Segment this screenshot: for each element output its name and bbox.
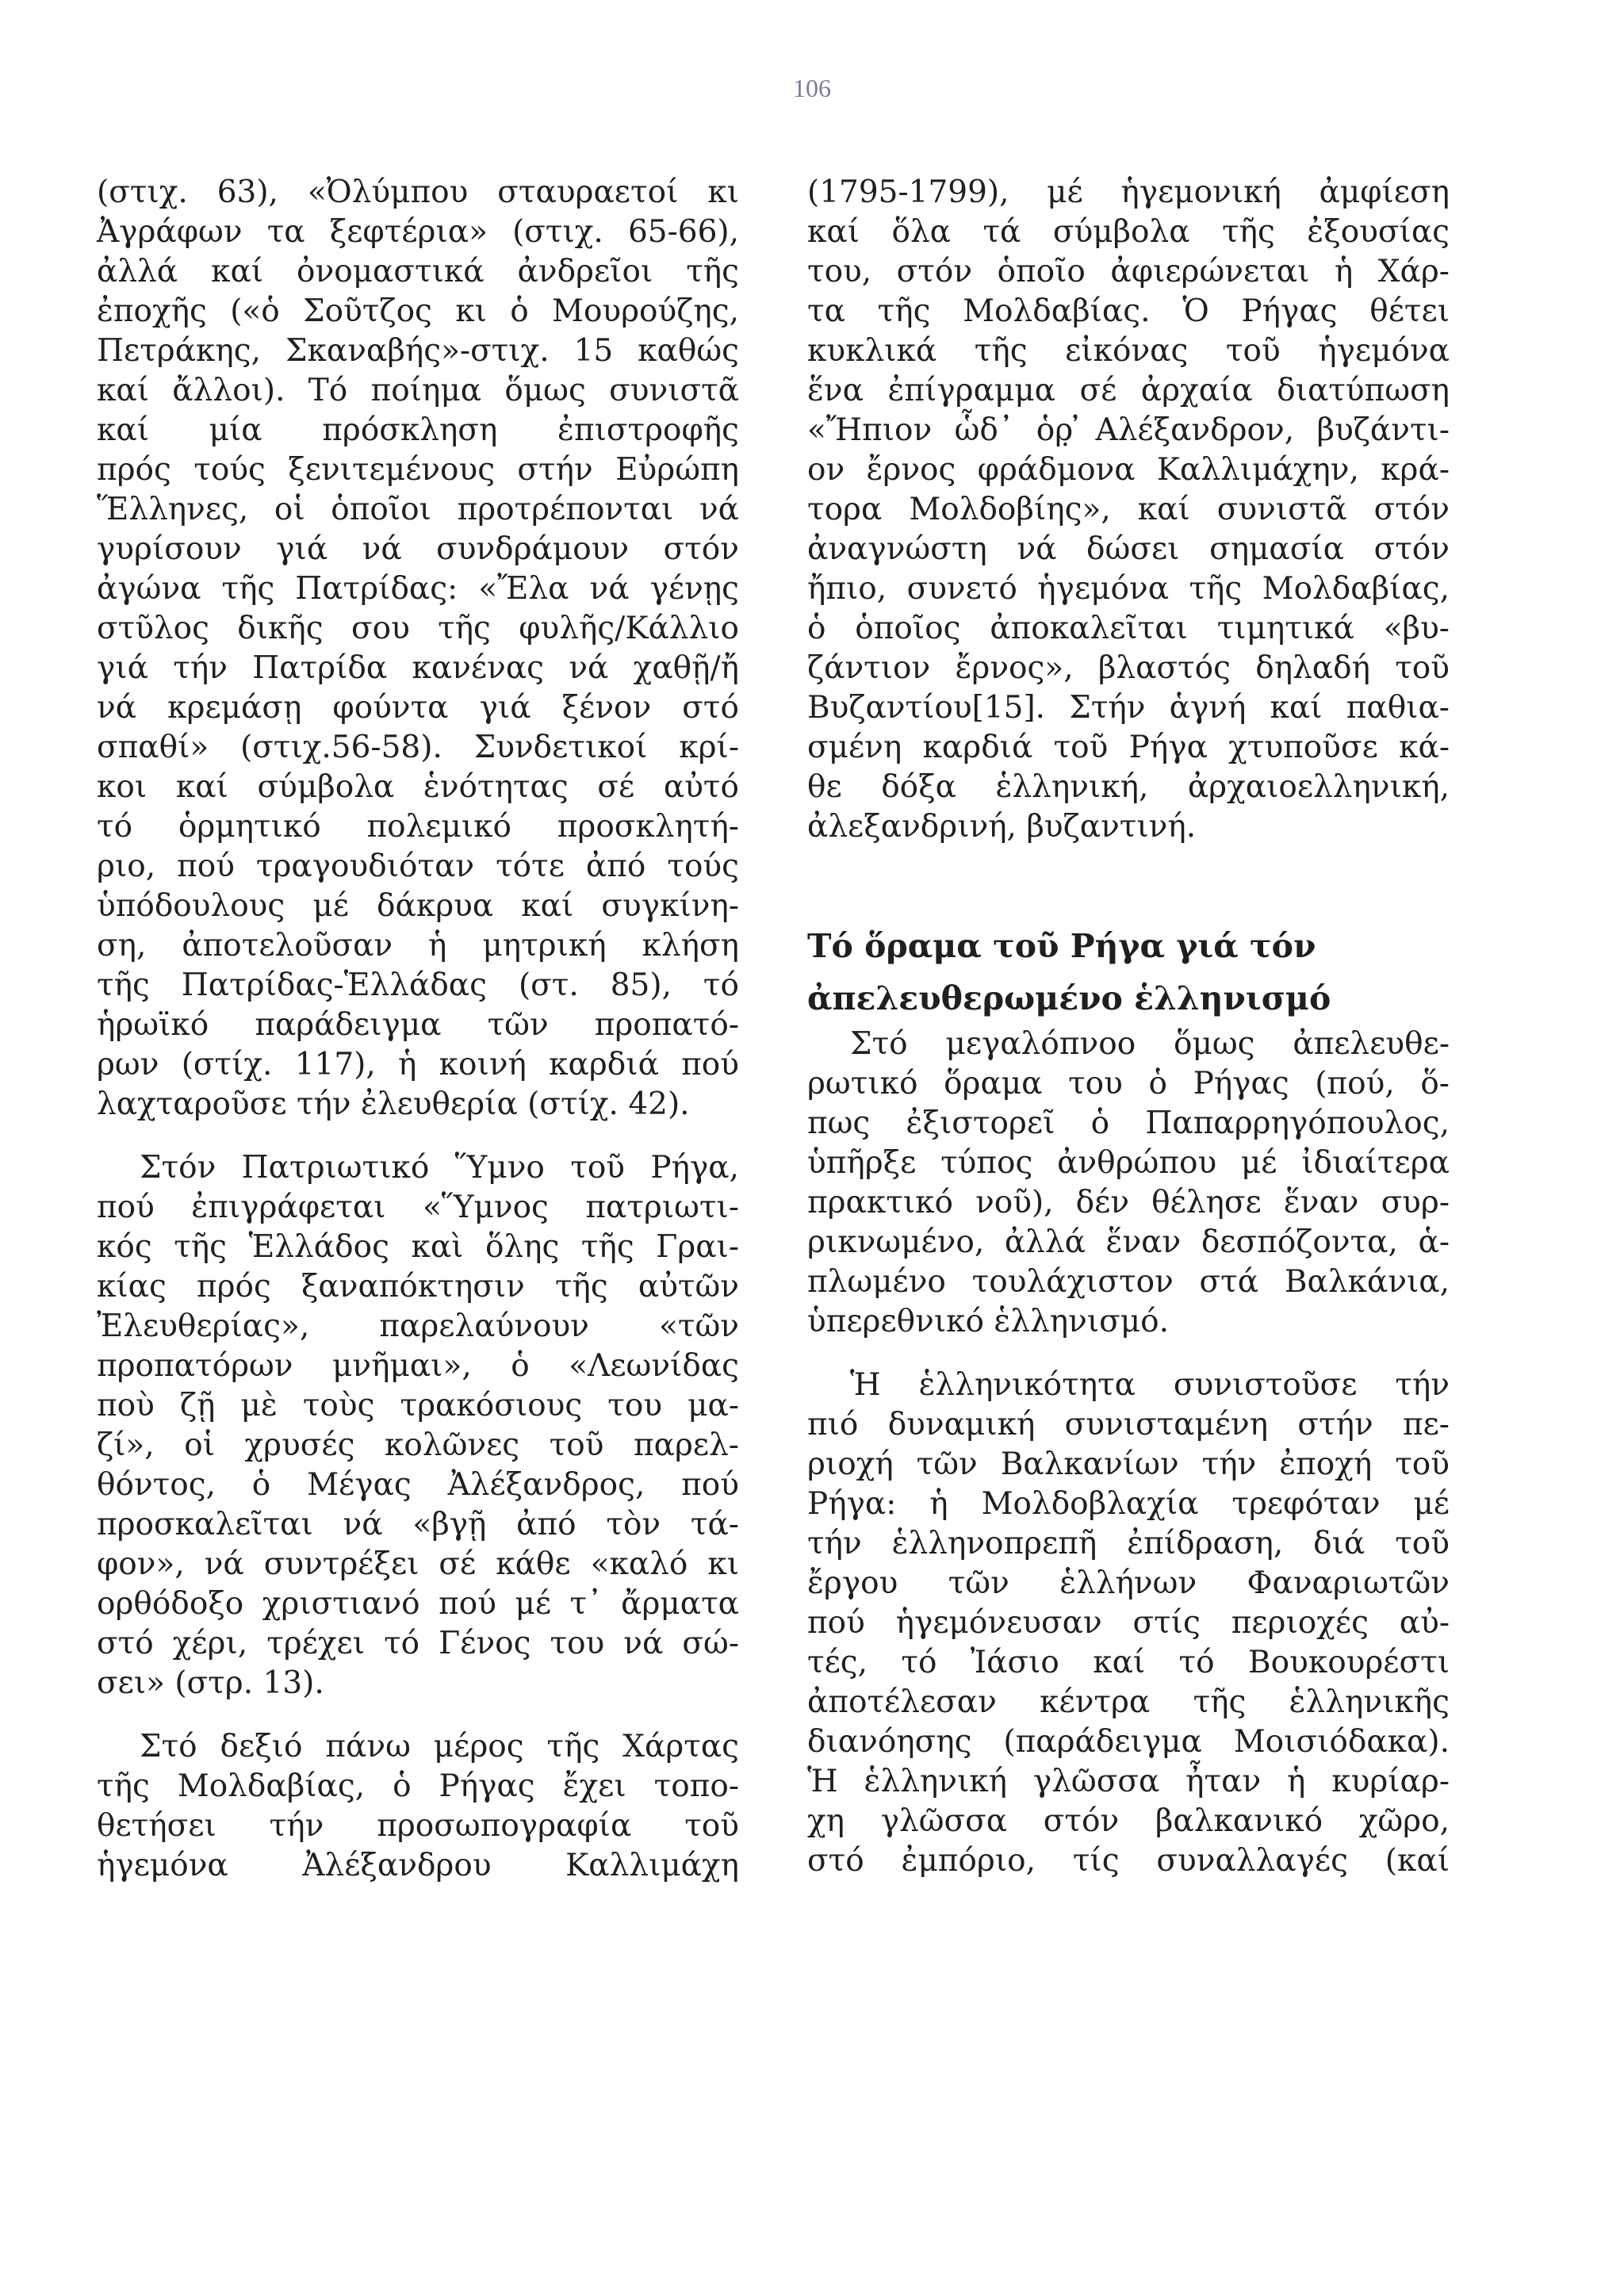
text-line: πρός τούς ξενιτεμένους στήν Εὐρώπη [97,452,739,488]
paragraph [97,1727,739,1886]
text-line: πιό δυναμική συνισταμένη στήν πε- [807,1407,1450,1442]
text-line: ὑπόδουλους μέ δάκρυα καί συγκίνη- [97,888,739,924]
text-line: Ἡ ἑλληνική γλῶσσα ἦταν ἡ κυρίαρ- [807,1764,1450,1799]
text-line: καί ἄλλοι). Τό ποίημα ὅμως συνιστᾶ [97,373,739,408]
text-line: ζάντιον ἔρνος», βλαστός δηλαδή τοῦ [807,650,1450,686]
paragraph [807,173,1450,847]
text-line: προπατόρων μνῆμαι», ὁ «Λεωνίδας [97,1348,739,1384]
paragraph [97,173,739,1124]
text-line: ζί», οἱ χρυσές κολῶνες τοῦ παρελ- [97,1427,739,1463]
paragraph [807,1025,1450,1342]
text-line: τα τῆς Μολδαβίας. Ὁ Ρήγας θέτει [807,293,1450,329]
right-column [807,173,1450,1881]
text-line: νά κρεμάσῃ φούντα γιά ξένον στό [97,690,739,726]
text-line: ἡρωϊκό παράδειγμα τῶν προπατό- [97,1007,739,1043]
text-line: ἀναγνώστη νά δώσει σημασία στόν [807,531,1450,567]
text-line: κός τῆς Ἑλλάδος καὶ ὅλης τῆς Γραι- [97,1229,739,1265]
text-line: Στό δεξιό πάνω μέρος τῆς Χάρτας [140,1729,739,1764]
text-line: ριοχή τῶν Βαλκανίων τήν ἐποχή τοῦ [807,1446,1450,1482]
text-line: καί μία πρόσκληση ἐπιστροφῆς [97,412,739,448]
text-line: του, στόν ὁποῖο ἀφιερώνεται ἡ Χάρ- [807,254,1450,289]
text-line: Ἐλευθερίας», παρελαύνουν «τῶν [97,1308,739,1344]
text-line: ριο, πού τραγουδιόταν τότε ἀπό τούς [97,849,739,884]
paragraph [807,1366,1450,1881]
text-line: πως ἐξιστορεῖ ὁ Παπαρρηγόπουλος, [807,1105,1450,1141]
text-line: τῆς Πατρίδας-Ἑλλάδας (στ. 85), τό [97,967,739,1003]
text-line: ἀλεξανδρινή, βυζαντινή. [807,809,1197,845]
text-line: θόντος, ὁ Μέγας Ἀλέξανδρος, πού [97,1467,739,1503]
text-line: θε δόξα ἑλληνική, ἀρχαιοελληνική, [807,769,1450,805]
page-number: 106 [793,74,831,102]
text-line: στῦλος δικῆς σου τῆς φυλῆς/Κάλλιο [97,611,739,646]
text-line: πού ἡγεμόνευσαν στίς περιοχές αὐ- [807,1605,1450,1641]
text-line: «Ἤπιον ὧδ᾽ ὁρ̣ ̓Αλέξανδρον, βυζάντι- [807,412,1450,448]
text-line: στό χέρι, τρέχει τό Γένος του νά σώ- [97,1626,739,1661]
text-line: φον», νά συντρέξει σέ κάθε «καλό κι [97,1546,739,1582]
text-line: ρωτικό ὅραμα του ὁ Ρήγας (πού, ὅ- [807,1066,1450,1101]
text-line: τήν ἑλληνοπρεπῆ ἐπίδραση, διά τοῦ [807,1526,1450,1561]
text-line: ορθόδοξο χριστιανό πού μέ τ᾽ ἄρματα [97,1586,739,1622]
heading-line: ἀπελευθερωμένο ἑλληνισμό [807,979,1331,1017]
text-line: ὑπῆρξε τύπος ἀνθρώπου μέ ἰδιαίτερα [807,1145,1450,1181]
text-line: γιά τήν Πατρίδα κανένας νά χαθῇ/ἤ [97,650,739,686]
text-line: ἡγεμόνα Ἀλέξανδρου Καλλιμάχη [97,1848,739,1883]
text-line: προσκαλεῖται νά «βγῇ ἀπό τὸν τά- [97,1507,739,1542]
text-line: ἀλλά καί ὀνομαστικά ἀνδρεῖοι τῆς [97,254,739,289]
text-line: στό ἐμπόριο, τίς συναλλαγές (καί [807,1843,1450,1879]
text-line: ση, ἀποτελοῦσαν ἡ μητρική κλήση [97,928,739,964]
text-line: ον ἔρνος φράδμονα Καλλιμάχην, κρά- [807,452,1450,488]
text-line: Ἀγράφων τα ξεφτέρια» (στιχ. 65-66), [97,214,739,250]
text-line: θετήσει τήν προσωπογραφία τοῦ [97,1808,739,1844]
text-line: ὁ ὁποῖος ἀποκαλεῖται τιμητικά «βυ- [807,611,1450,646]
text-line: Στόν Πατριωτικό Ὕμνο τοῦ Ρήγα, [140,1150,739,1186]
text-line: λαχταροῦσε τήν ἐλευθερία (στίχ. 42). [97,1086,690,1122]
text-line: ἐποχῆς («ὁ Σοῦτζος κι ὁ Μουρούζης, [97,293,739,329]
section-heading [807,920,1450,1025]
text-line: Βυζαντίου[15]. Στήν ἁγνή καί παθια- [807,690,1450,726]
text-line: ἤπιο, συνετό ἡγεμόνα τῆς Μολδαβίας, [807,571,1450,607]
text-line: σμένη καρδιά τοῦ Ρήγα χτυποῦσε κά- [807,730,1450,765]
text-line: κυκλικά τῆς εἰκόνας τοῦ ἡγεμόνα [807,333,1450,369]
text-line: ἀποτέλεσαν κέντρα τῆς ἑλληνικῆς [807,1684,1450,1720]
text-line: Πετράκης, Σκαναβής»-στιχ. 15 καθώς [97,333,739,369]
text-line: (στιχ. 63), «Ὀλύμπου σταυραετοί κι [97,174,739,210]
text-line: ὑπερεθνικό ἑλληνισμό. [807,1304,1169,1339]
text-line: γυρίσουν γιά νά συνδράμουν στόν [97,531,739,567]
text-line: ἀγώνα τῆς Πατρίδας: «Ἔλα νά γένῃς [97,571,739,607]
text-line: ποὺ ζῇ μὲ τοὺς τρακόσιους του μα- [97,1388,739,1423]
text-line: ἕνα ἐπίγραμμα σέ ἀρχαία διατύπωση [807,373,1450,408]
text-line: κίας πρός ξαναπόκτησιν τῆς αὐτῶν [97,1269,739,1304]
text-line: σπαθί» (στιχ.56-58). Συνδετικοί κρί- [97,730,739,765]
text-line: τό ὁρμητικό πολεμικό προσκλητή- [97,809,739,845]
text-line: διανόησης (παράδειγμα Μοισιόδακα). [807,1724,1450,1760]
paragraph [97,1148,739,1703]
text-line: πλωμένο τουλάχιστον στά Βαλκάνια, [807,1264,1450,1300]
text-line: Ρήγα: ἡ Μολδοβλαχία τρεφόταν μέ [807,1486,1450,1522]
text-line: ρων (στίχ. 117), ἡ κοινή καρδιά πού [97,1047,739,1082]
text-line: χη γλῶσσα στόν βαλκανικό χῶρο, [807,1803,1450,1839]
text-line: τορα Μολδοβίης», καί συνιστᾶ στόν [807,492,1450,527]
text-line: Ἡ ἑλληνικότητα συνιστοῦσε τήν [850,1367,1450,1403]
text-line: τές, τό Ἰάσιο καί τό Βουκουρέστι [807,1645,1450,1680]
text-line: πού ἐπιγράφεται «Ὕμνος πατριωτι- [97,1190,739,1225]
text-line: ρικνωμένο, ἀλλά ἕναν δεσπόζοντα, ἁ- [807,1224,1450,1260]
text-line: σει» (στρ. 13). [97,1665,324,1701]
text-line: ἔργου τῶν ἑλλήνων Φαναριωτῶν [807,1565,1450,1601]
text-line: κοι καί σύμβολα ἑνότητας σέ αὐτό [97,769,739,805]
text-line: Στό μεγαλόπνοο ὅμως ἀπελευθε- [850,1026,1450,1062]
text-line: Ἕλληνες, οἱ ὁποῖοι προτρέπονται νά [97,492,739,527]
text-line: (1795-1799), μέ ἡγεμονική ἀμφίεση [807,174,1450,210]
left-column [97,173,739,1886]
text-line: πρακτικό νοῦ), δέν θέλησε ἕναν συρ- [807,1185,1450,1220]
text-line: τῆς Μολδαβίας, ὁ Ρήγας ἔχει τοπο- [97,1768,739,1804]
text-line: καί ὅλα τά σύμβολα τῆς ἐξουσίας [807,214,1450,250]
heading-line: Τό ὅραμα τοῦ Ρήγα γιά τόν [807,927,1316,965]
